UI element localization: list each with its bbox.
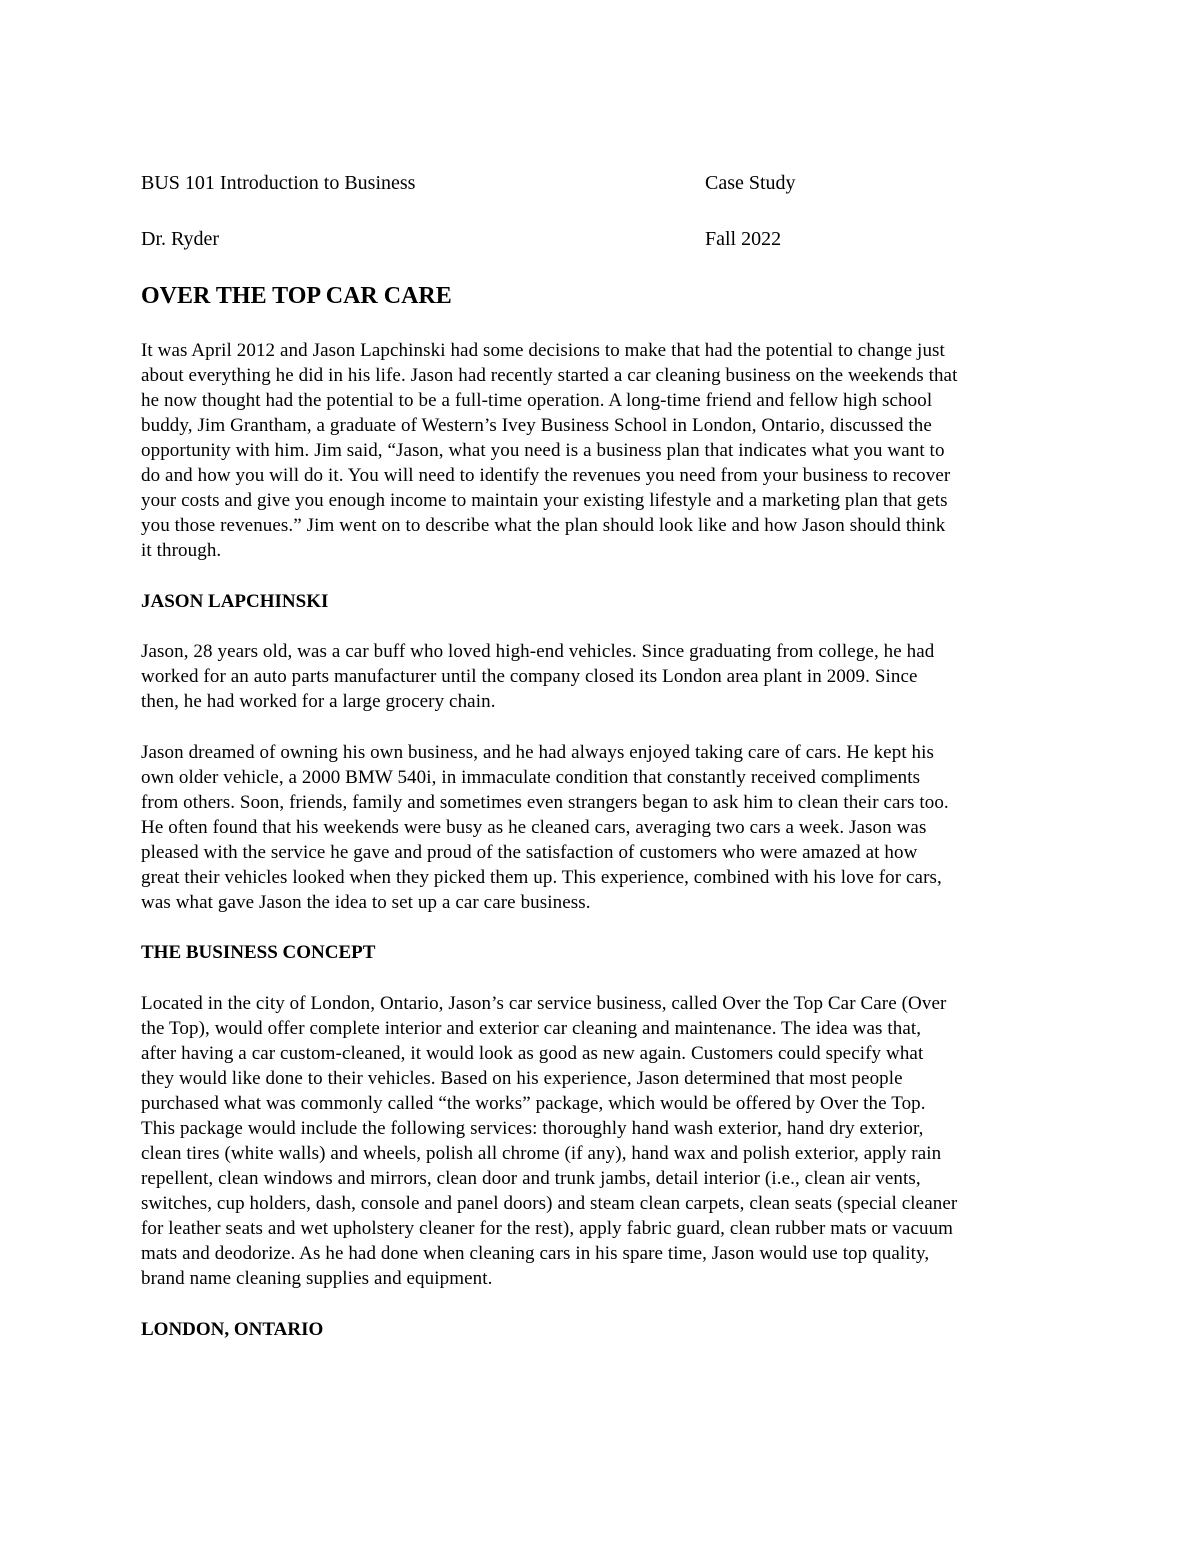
text-line: do and how you will do it. You will need to identify the revenues you need from your business to recover [141, 465, 951, 486]
jason-paragraph-2 [141, 740, 1061, 915]
section-heading-jason: JASON LAPCHINSKI [141, 591, 329, 612]
text-line: from others. Soon, friends, family and sometimes even strangers began to ask him to clean their cars too. [141, 792, 949, 813]
text-line: repellent, clean windows and mirrors, clean door and trunk jambs, detail interior (i.e., clean air vents, [141, 1168, 921, 1189]
text-line: own older vehicle, a 2000 BMW 540i, in immaculate condition that constantly received compliments [141, 767, 921, 788]
text-line: It was April 2012 and Jason Lapchinski had some decisions to make that had the potential to change just [141, 340, 945, 361]
text-line: your costs and give you enough income to maintain your existing lifestyle and a marketing plan that gets [141, 490, 948, 511]
text-line: He often found that his weekends were busy as he cleaned cars, averaging two cars a week. Jason was [141, 817, 927, 838]
intro-paragraph [141, 338, 1061, 563]
text-line: they would like done to their vehicles. Based on his experience, Jason determined that most people [141, 1068, 903, 1089]
text-line: it through. [141, 540, 222, 561]
text-line: switches, cup holders, dash, console and panel doors) and steam clean carpets, clean seats (special cleaner [141, 1193, 958, 1214]
text-line: opportunity with him. Jim said, “Jason, what you need is a business plan that indicates what you want to [141, 440, 945, 461]
text-line: Located in the city of London, Ontario, Jason’s car service business, called Over the Top Car Care (Over [141, 993, 947, 1014]
text-line: brand name cleaning supplies and equipment. [141, 1268, 493, 1289]
document-type: Case Study [705, 172, 796, 194]
jason-paragraph-1 [141, 639, 1061, 714]
text-line: pleased with the service he gave and proud of the satisfaction of customers who were amazed at how [141, 842, 918, 863]
text-line: purchased what was commonly called “the works” package, which would be offered by Over the Top. [141, 1093, 926, 1114]
case-title: OVER THE TOP CAR CARE [141, 283, 452, 309]
section-heading-london: LONDON, ONTARIO [141, 1319, 324, 1340]
text-line: worked for an auto parts manufacturer until the company closed its London area plant in 2009. Since [141, 666, 918, 687]
text-line: for leather seats and wet upholstery cleaner for the rest), apply fabric guard, clean rubber mats or vacuum [141, 1218, 954, 1239]
text-line: clean tires (white walls) and wheels, polish all chrome (if any), hand wax and polish exterior, apply rain [141, 1143, 942, 1164]
text-line: This package would include the following services: thoroughly hand wash exterior, hand dry exterior, [141, 1118, 924, 1139]
text-line: mats and deodorize. As he had done when cleaning cars in his spare time, Jason would use top quality, [141, 1243, 930, 1264]
text-line: buddy, Jim Grantham, a graduate of Western’s Ivey Business School in London, Ontario, discussed the [141, 415, 932, 436]
text-line: then, he had worked for a large grocery chain. [141, 691, 496, 712]
text-line: great their vehicles looked when they picked them up. This experience, combined with his love for cars, [141, 867, 942, 888]
text-line: was what gave Jason the idea to set up a car care business. [141, 892, 591, 913]
text-line: the Top), would offer complete interior and exterior car cleaning and maintenance. The idea was that, [141, 1018, 922, 1039]
term: Fall 2022 [705, 228, 782, 250]
instructor-name: Dr. Ryder [141, 228, 220, 250]
course-name: BUS 101 Introduction to Business [141, 172, 416, 194]
text-line: about everything he did in his life. Jason had recently started a car cleaning business on the weekends that [141, 365, 958, 386]
section-heading-concept: THE BUSINESS CONCEPT [141, 942, 376, 963]
text-line: Jason, 28 years old, was a car buff who loved high-end vehicles. Since graduating from college, he had [141, 641, 935, 662]
text-line: he now thought had the potential to be a full-time operation. A long-time friend and fellow high school [141, 390, 933, 411]
concept-paragraph [141, 991, 1061, 1291]
text-line: you those revenues.” Jim went on to describe what the plan should look like and how Jason should think [141, 515, 946, 536]
text-line: Jason dreamed of owning his own business, and he had always enjoyed taking care of cars. He kept his [141, 742, 935, 763]
text-line: after having a car custom-cleaned, it would look as good as new again. Customers could specify what [141, 1043, 924, 1064]
